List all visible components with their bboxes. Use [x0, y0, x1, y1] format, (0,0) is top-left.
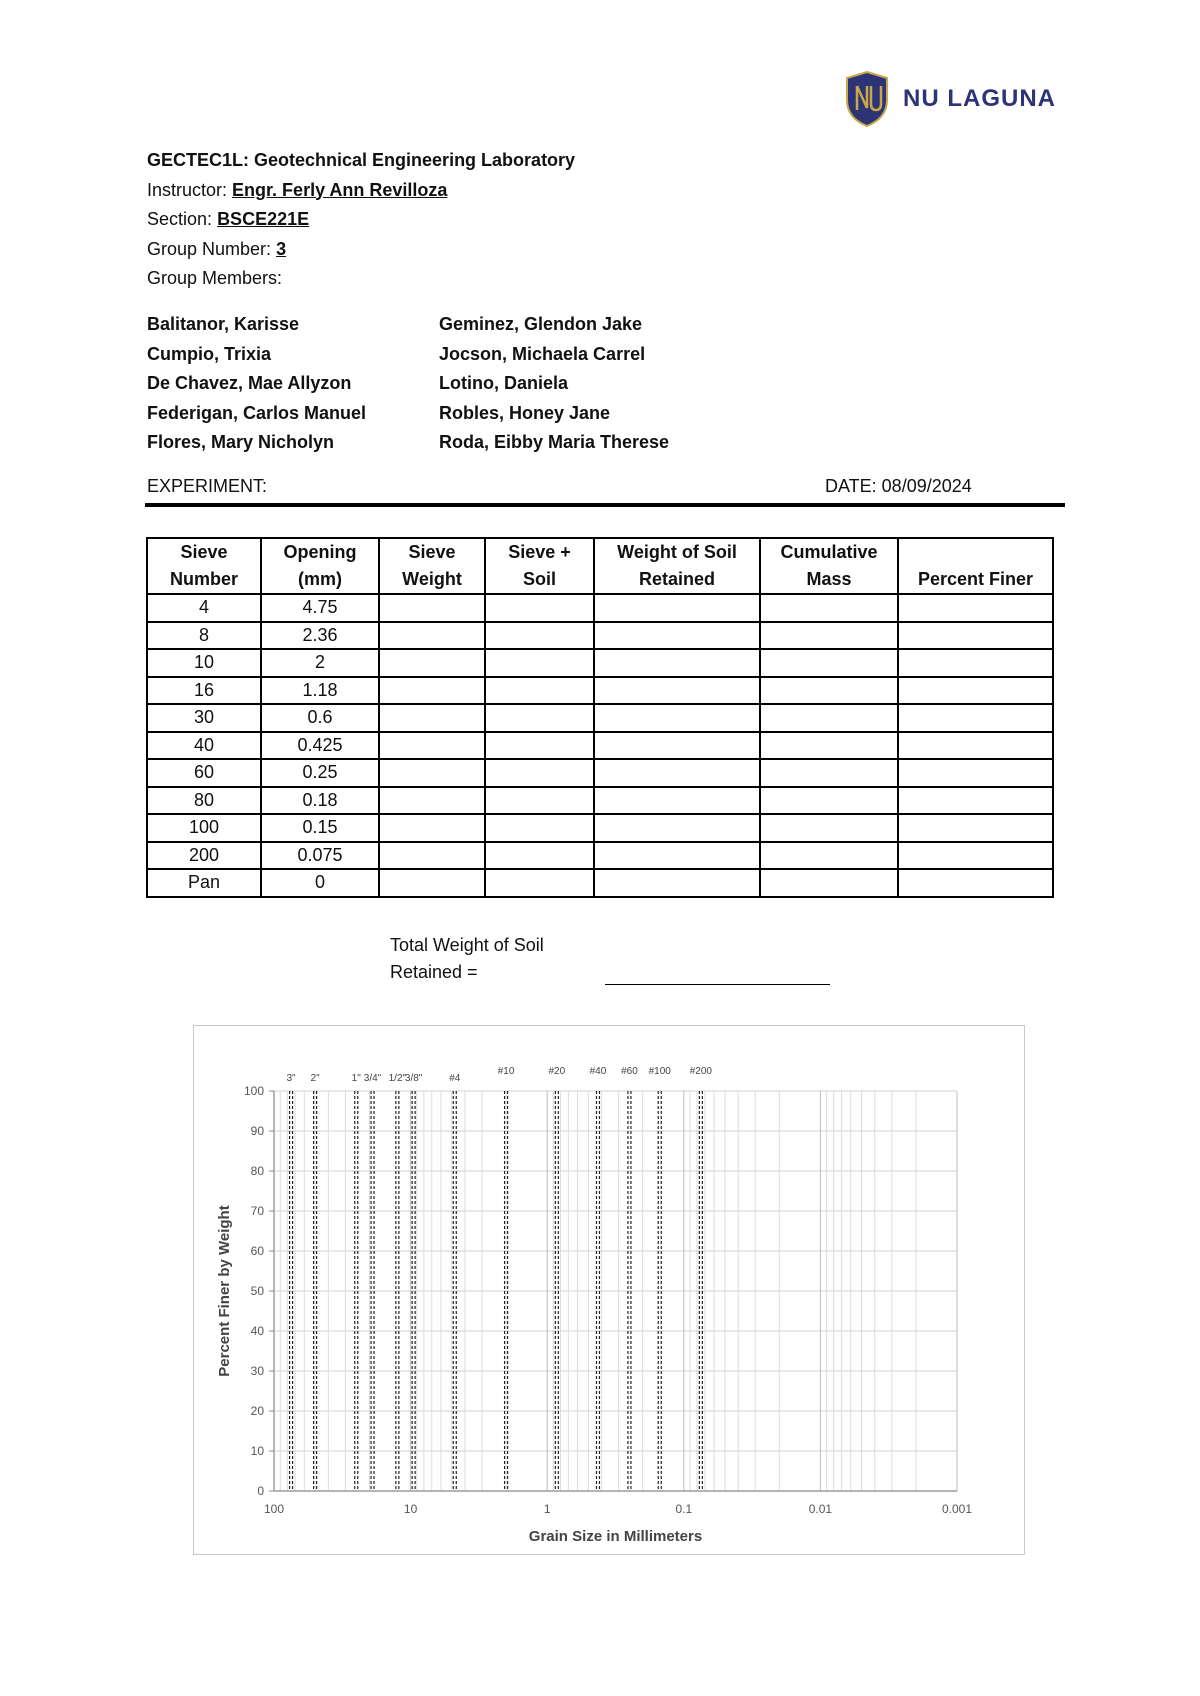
sieve-number-cell: 4 [147, 594, 261, 622]
blank-entry-cell[interactable] [379, 842, 485, 870]
blank-entry-cell[interactable] [379, 814, 485, 842]
blank-entry-cell[interactable] [485, 814, 594, 842]
blank-entry-cell[interactable] [898, 677, 1053, 705]
blank-entry-cell[interactable] [760, 649, 898, 677]
y-tick-label: 40 [250, 1324, 264, 1338]
y-tick-label: 70 [250, 1204, 264, 1218]
member-name: Flores, Mary Nicholyn [147, 432, 335, 452]
section-line [147, 205, 575, 235]
section-label: Section: [147, 209, 213, 229]
group-members [147, 310, 739, 458]
sieve-number-cell: Pan [147, 869, 261, 897]
col-header-sieve-weight: Sieve Weight [379, 538, 485, 594]
table-row [147, 649, 1053, 677]
x-tick-label: 0.1 [675, 1502, 693, 1516]
member-name: Jocson, Michaela Carrel [439, 343, 646, 364]
y-tick-label: 90 [250, 1124, 264, 1138]
table-row [147, 622, 1053, 650]
y-tick-label: 60 [250, 1244, 264, 1258]
blank-entry-cell[interactable] [594, 814, 760, 842]
report-header [147, 146, 575, 294]
sieve-number-cell: 100 [147, 814, 261, 842]
x-tick-label: 100 [263, 1502, 285, 1516]
blank-entry-cell[interactable] [485, 677, 594, 705]
sieve-marker-label: 3" [286, 1073, 296, 1084]
col-header-weight-retained: Weight of Soil Retained [594, 538, 760, 594]
blank-entry-cell[interactable] [379, 759, 485, 787]
y-tick-label: 50 [250, 1284, 264, 1298]
blank-entry-cell[interactable] [594, 787, 760, 815]
table-body [147, 594, 1053, 897]
opening-cell: 0.15 [261, 814, 379, 842]
blank-entry-cell[interactable] [485, 594, 594, 622]
table-row [147, 594, 1053, 622]
sieve-number-cell: 40 [147, 732, 261, 760]
blank-entry-cell[interactable] [379, 869, 485, 897]
sieve-number-cell: 200 [147, 842, 261, 870]
blank-entry-cell[interactable] [594, 704, 760, 732]
blank-entry-cell[interactable] [485, 787, 594, 815]
member-name: Cumpio, Trixia [147, 343, 272, 364]
blank-entry-cell[interactable] [485, 704, 594, 732]
sieve-marker-label: #60 [621, 1066, 638, 1077]
col-header-sieve-plus-soil: Sieve + Soil [485, 538, 594, 594]
blank-entry-cell[interactable] [485, 649, 594, 677]
opening-cell: 0.075 [261, 842, 379, 870]
sieve-marker-label: #100 [648, 1066, 671, 1077]
experiment-label: EXPERIMENT: [147, 476, 268, 496]
nu-laguna-logo [843, 70, 1056, 128]
y-tick-label: 30 [250, 1364, 264, 1378]
sieve-marker-label: 2" [310, 1073, 320, 1084]
blank-entry-cell[interactable] [898, 759, 1053, 787]
member-name: Lotino, Daniela [439, 373, 569, 393]
group-label: Group Number: [147, 238, 272, 259]
table-row [147, 869, 1053, 897]
opening-cell: 0.425 [261, 732, 379, 760]
sieve-number-cell: 10 [147, 649, 261, 677]
sieve-number-cell: 30 [147, 704, 261, 732]
opening-cell: 0 [261, 869, 379, 897]
member-name: Balitanor, Karisse [147, 314, 300, 334]
total-weight-line2: Retained = [390, 962, 478, 982]
blank-entry-cell[interactable] [898, 704, 1053, 732]
table-row [147, 842, 1053, 870]
x-tick-label: 1 [543, 1502, 551, 1516]
instructor-label: Instructor: [147, 179, 228, 200]
opening-cell: 1.18 [261, 677, 379, 705]
total-weight-label [390, 932, 544, 986]
sieve-marker-label: 3/8" [404, 1073, 423, 1084]
table-row [147, 759, 1053, 787]
sieve-marker-label: 1" [351, 1073, 361, 1084]
blank-entry-cell[interactable] [898, 622, 1053, 650]
opening-cell: 2 [261, 649, 379, 677]
table-row [147, 814, 1053, 842]
blank-entry-cell[interactable] [594, 649, 760, 677]
member-name: Geminez, Glendon Jake [439, 314, 643, 334]
instructor-name: Engr. Ferly Ann Revilloza [232, 179, 448, 200]
opening-cell: 0.25 [261, 759, 379, 787]
blank-entry-cell[interactable] [485, 732, 594, 760]
blank-entry-cell[interactable] [760, 759, 898, 787]
x-axis-title: Grain Size in Millimeters [528, 1528, 703, 1545]
col-header-sieve-number: Sieve Number [147, 538, 261, 594]
x-tick-label: 0.01 [808, 1502, 833, 1516]
sieve-marker-label: #40 [589, 1066, 607, 1077]
blank-entry-cell[interactable] [594, 759, 760, 787]
blank-entry-cell[interactable] [594, 869, 760, 897]
member-name: De Chavez, Mae Allyzon [147, 373, 352, 393]
blank-entry-cell[interactable] [898, 814, 1053, 842]
section-value: BSCE221E [217, 209, 310, 229]
blank-entry-cell[interactable] [594, 594, 760, 622]
blank-entry-cell[interactable] [379, 594, 485, 622]
y-tick-label: 100 [243, 1084, 264, 1098]
blank-entry-cell[interactable] [760, 732, 898, 760]
x-tick-label: 10 [403, 1502, 418, 1516]
y-tick-label: 0 [257, 1484, 264, 1498]
blank-entry-cell[interactable] [379, 787, 485, 815]
col-header-opening: Opening (mm) [261, 538, 379, 594]
sieve-marker-label: #20 [548, 1066, 566, 1077]
sieve-marker-label: #4 [449, 1073, 461, 1084]
blank-entry-cell[interactable] [760, 842, 898, 870]
blank-entry-cell[interactable] [898, 594, 1053, 622]
date-text: DATE: 08/09/2024 [825, 476, 972, 496]
opening-cell: 0.18 [261, 787, 379, 815]
sieve-analysis-table [146, 537, 1054, 898]
blank-entry-cell[interactable] [898, 732, 1053, 760]
table-header-row [147, 538, 1053, 594]
blank-entry-cell[interactable] [898, 787, 1053, 815]
blank-entry-cell[interactable] [379, 677, 485, 705]
col-header-cumulative-mass: Cumulative Mass [760, 538, 898, 594]
total-weight-blank[interactable] [605, 984, 830, 985]
blank-entry-cell[interactable] [485, 759, 594, 787]
blank-entry-cell[interactable] [594, 842, 760, 870]
blank-entry-cell[interactable] [760, 677, 898, 705]
group-value: 3 [276, 238, 287, 259]
sieve-marker-label: #200 [689, 1066, 712, 1077]
blank-entry-cell[interactable] [898, 869, 1053, 897]
blank-entry-cell[interactable] [379, 649, 485, 677]
gradation-chart [193, 1025, 1025, 1555]
total-weight-line1: Total Weight of Soil [390, 935, 544, 955]
blank-entry-cell[interactable] [760, 704, 898, 732]
blank-entry-cell[interactable] [760, 622, 898, 650]
blank-entry-cell[interactable] [594, 622, 760, 650]
blank-entry-cell[interactable] [485, 869, 594, 897]
col-header-percent-finer: Percent Finer [898, 538, 1053, 594]
blank-entry-cell[interactable] [898, 649, 1053, 677]
group-line [147, 235, 575, 265]
sieve-number-cell: 16 [147, 677, 261, 705]
sieve-number-cell: 80 [147, 787, 261, 815]
header-divider [145, 503, 1065, 507]
nu-emblem-icon [843, 70, 891, 128]
blank-entry-cell[interactable] [379, 622, 485, 650]
instructor-line [147, 176, 575, 206]
member-name: Federigan, Carlos Manuel [147, 402, 367, 423]
blank-entry-cell[interactable] [898, 842, 1053, 870]
blank-entry-cell[interactable] [379, 732, 485, 760]
sieve-marker-label: 1/2" [388, 1073, 407, 1084]
blank-entry-cell[interactable] [594, 732, 760, 760]
table-row [147, 677, 1053, 705]
opening-cell: 2.36 [261, 622, 379, 650]
sieve-number-cell: 8 [147, 622, 261, 650]
sieve-marker-label: 3/4" [363, 1073, 382, 1084]
y-tick-label: 10 [250, 1444, 264, 1458]
table-row [147, 732, 1053, 760]
y-axis-title: Percent Finer by Weight [216, 1205, 233, 1377]
blank-entry-cell[interactable] [379, 704, 485, 732]
blank-entry-cell[interactable] [760, 594, 898, 622]
blank-entry-cell[interactable] [594, 677, 760, 705]
sieve-marker-label: #10 [497, 1066, 515, 1077]
opening-cell: 0.6 [261, 704, 379, 732]
sieve-number-cell: 60 [147, 759, 261, 787]
table-row [147, 787, 1053, 815]
blank-entry-cell[interactable] [485, 622, 594, 650]
blank-entry-cell[interactable] [760, 814, 898, 842]
logo-text: NU LAGUNA [903, 85, 1056, 112]
course-title: GECTEC1L: Geotechnical Engineering Laboratory [147, 150, 576, 170]
x-tick-label: 0.001 [941, 1502, 973, 1516]
blank-entry-cell[interactable] [760, 787, 898, 815]
member-name: Roda, Eibby Maria Therese [439, 432, 670, 452]
member-name: Robles, Honey Jane [439, 402, 611, 423]
table-row [147, 704, 1053, 732]
y-tick-label: 80 [250, 1164, 264, 1178]
opening-cell: 4.75 [261, 594, 379, 622]
blank-entry-cell[interactable] [760, 869, 898, 897]
gradation-chart-svg [194, 1026, 1023, 1553]
y-tick-label: 20 [250, 1404, 264, 1418]
blank-entry-cell[interactable] [485, 842, 594, 870]
members-label: Group Members: [147, 268, 283, 288]
